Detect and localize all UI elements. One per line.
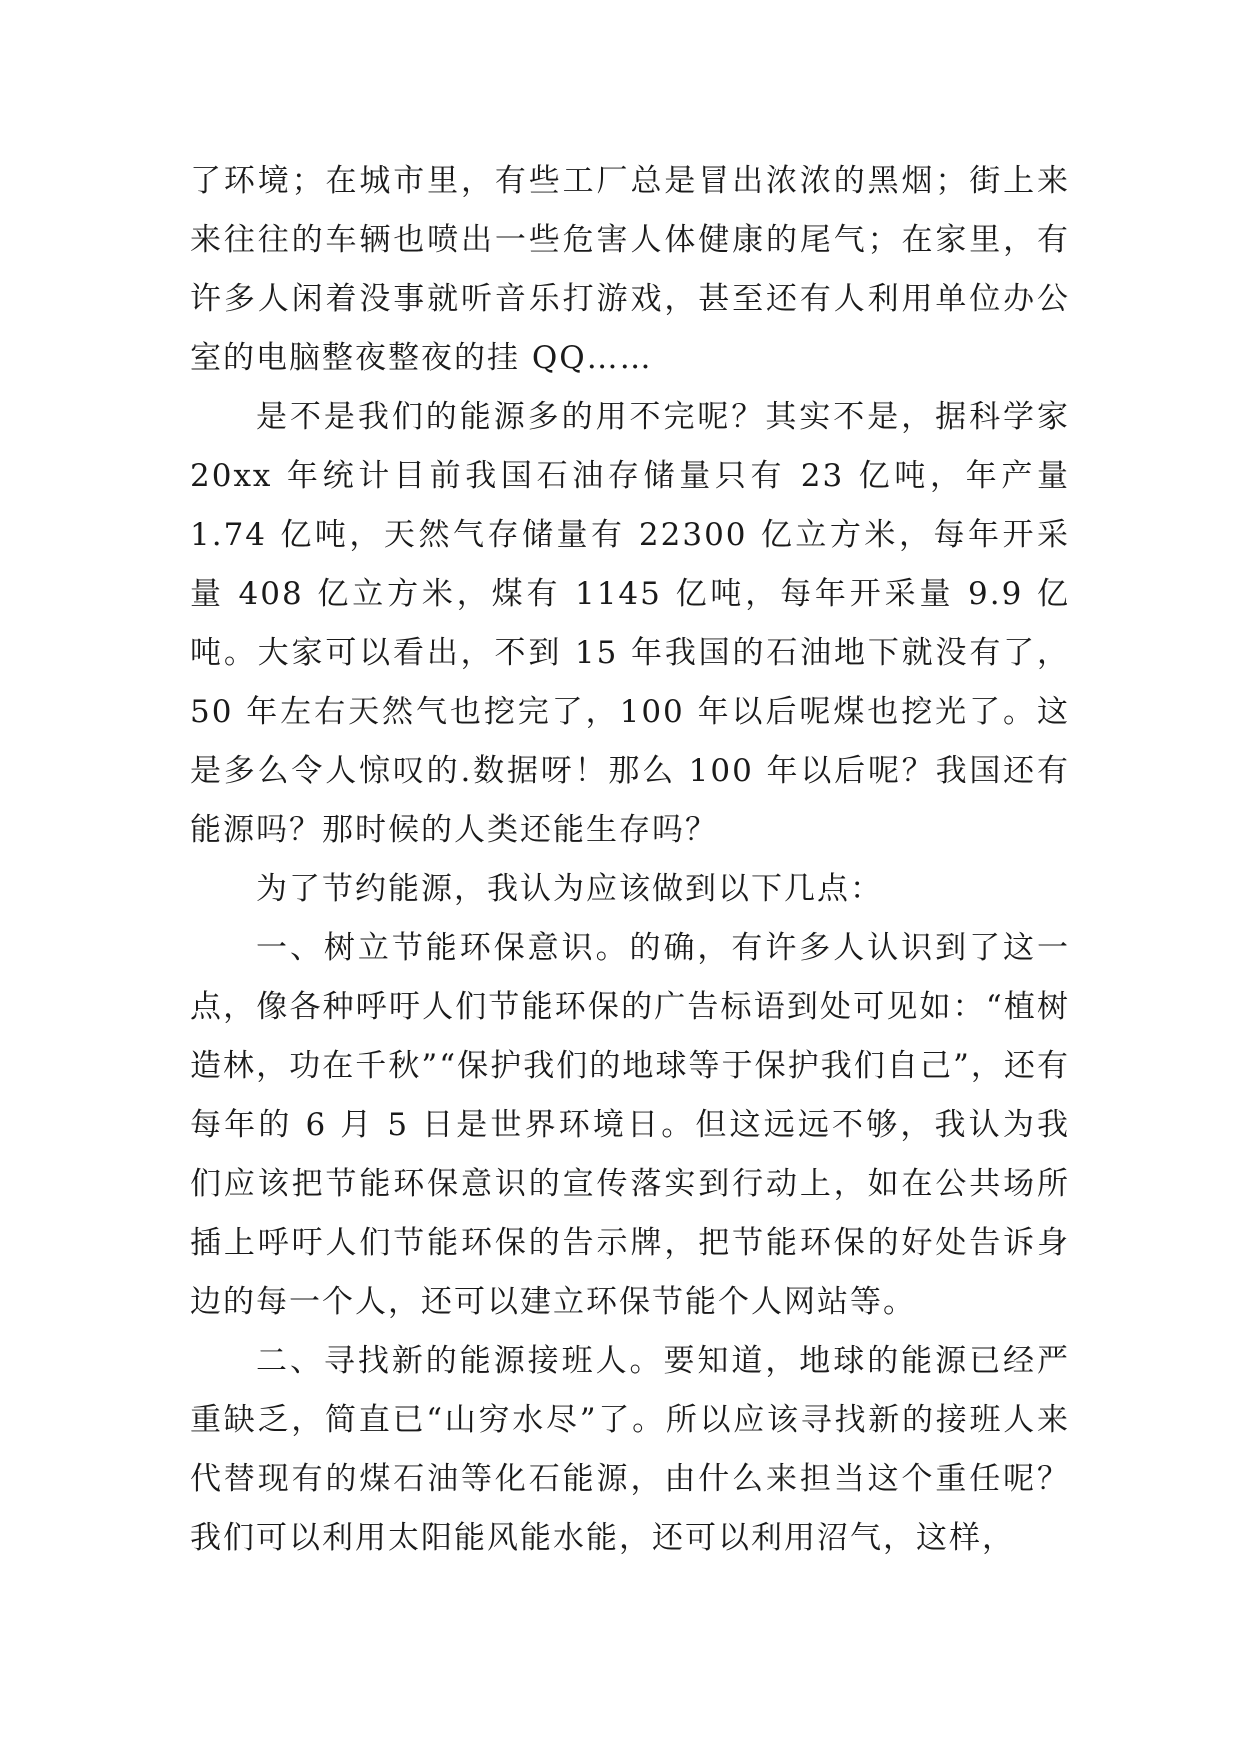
- paragraph-2: 是不是我们的能源多的用不完呢？其实不是，据科学家 20xx 年统计目前我国石油存储量只有 23 亿吨，年产量 1.74 亿吨，天然气存储量有 22300 亿立方米，每年开采量 408 亿立方米，煤有 1145 亿吨，每年开采量 9.9 亿吨。大家可以看出，不到 15 年我国的石油地下就没有了，50 年左右天然气也挖完了，100 年以后呢煤也挖光了。这是多么令人惊叹的.数据呀！那么 100 年以后呢？我国还有能源吗？那时候的人类还能生存吗？: [190, 399, 1070, 848]
- paragraph-1: 了环境；在城市里，有些工厂总是冒出浓浓的黑烟；街上来来往往的车辆也喷出一些危害人体健康的尾气；在家里，有许多人闲着没事就听音乐打游戏，甚至还有人利用单位办公室的电脑整夜整夜的挂 QQ……: [190, 163, 1070, 376]
- paragraph-4: 一、树立节能环保意识。的确，有许多人认识到了这一点，像各种呼吁人们节能环保的广告标语到处可见如：“植树造林，功在千秋”“保护我们的地球等于保护我们自己”，还有每年的 6 月 5 日是世界环境日。但这远远不够，我认为我们应该把节能环保意识的宣传落实到行动上，如在公共场所插上呼吁人们节能环保的告示牌，把节能环保的好处告诉身边的每一个人，还可以建立环保节能个人网站等。: [190, 930, 1070, 1320]
- paragraph-5: 二、寻找新的能源接班人。要知道，地球的能源已经严重缺乏，简直已“山穷水尽”了。所以应该寻找新的接班人来代替现有的煤石油等化石能源，由什么来担当这个重任呢？我们可以利用太阳能风能水能，还可以利用沼气，这样，: [190, 1343, 1070, 1556]
- paragraph-3: 为了节约能源，我认为应该做到以下几点：: [256, 871, 883, 907]
- document-body: [190, 152, 1070, 1568]
